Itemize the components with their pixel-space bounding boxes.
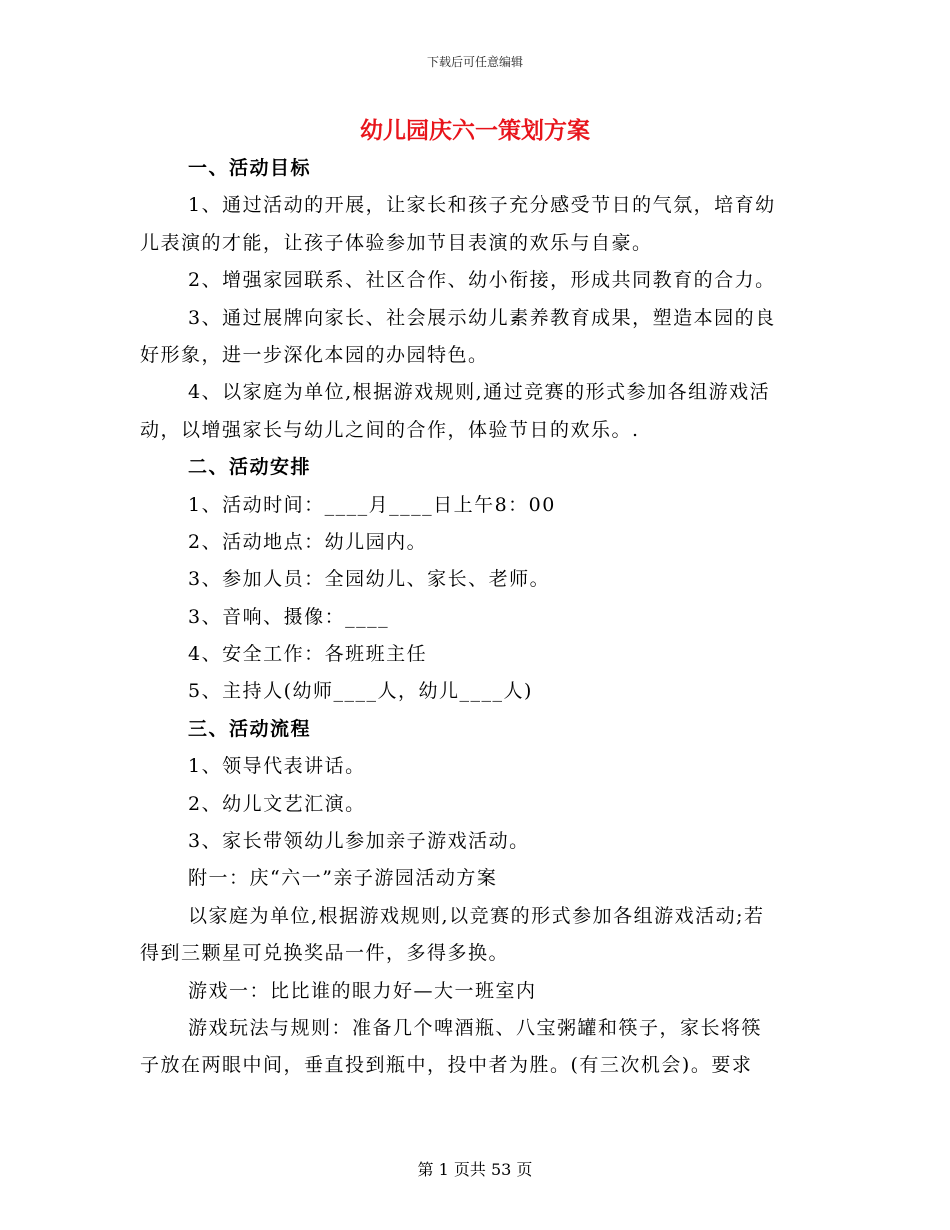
- paragraph-line: 游戏玩法与规则：准备几个啤酒瓶、八宝粥罐和筷子，家长将筷: [188, 1016, 763, 1039]
- paragraph-line: 1、活动时间：____月____日上午8：00: [188, 493, 556, 516]
- paragraph-line: 子放在两眼中间，垂直投到瓶中，投中者为胜。(有三次机会)。要求: [140, 1054, 753, 1077]
- section-heading: 一、活动目标: [188, 157, 312, 179]
- paragraph-line: 3、参加人员：全园幼儿、家长、老师。: [188, 568, 551, 591]
- paragraph-line: 4、安全工作：各班班主任: [188, 643, 428, 666]
- paragraph-line: 5、主持人(幼师____人，幼儿____人): [188, 680, 533, 703]
- paragraph-line: 2、活动地点：幼儿园内。: [188, 530, 428, 553]
- paragraph-line: 3、通过展牌向家长、社会展示幼儿素养教育成果，塑造本园的良: [188, 306, 776, 329]
- paragraph-line: 以家庭为单位,根据游戏规则,以竞赛的形式参加各组游戏活动;若: [188, 904, 765, 927]
- paragraph-line: 3、家长带领幼儿参加亲子游戏活动。: [188, 830, 530, 853]
- paragraph-line: 2、幼儿文艺汇演。: [188, 792, 366, 815]
- paragraph-line: 4、以家庭为单位,根据游戏规则,通过竞赛的形式参加各组游戏活: [188, 381, 771, 404]
- paragraph-line: 1、通过活动的开展，让家长和孩子充分感受节日的气氛，培育幼: [188, 194, 776, 217]
- document-body: [140, 150, 810, 1085]
- paragraph-line: 儿表演的才能，让孩子体验参加节目表演的欢乐与自豪。: [140, 231, 653, 254]
- paragraph-line: 3、音响、摄像：____: [188, 605, 390, 628]
- paragraph-line: 1、领导代表讲话。: [188, 755, 366, 778]
- section-heading: 三、活动流程: [188, 717, 312, 740]
- paragraph-line: 附一：庆“六一”亲子游园活动方案: [188, 867, 498, 890]
- page-footer: 第 1 页共 53 页: [417, 1160, 533, 1179]
- paragraph-line: 2、增强家园联系、社区合作、幼小衔接，形成共同教育的合力。: [188, 269, 776, 292]
- document-title: 幼儿园庆六一策划方案: [360, 117, 590, 144]
- section-heading: 二、活动安排: [188, 456, 312, 479]
- paragraph-line: 好形象，进一步深化本园的办园特色。: [140, 343, 489, 366]
- paragraph-line: 游戏一：比比谁的眼力好—大一班室内: [188, 979, 537, 1002]
- paragraph-line: 得到三颗星可兑换奖品一件，多得多换。: [140, 942, 510, 965]
- page-header: 下载后可任意编辑: [426, 55, 523, 69]
- paragraph-line: 动，以增强家长与幼儿之间的合作，体验节日的欢乐。.: [140, 418, 640, 441]
